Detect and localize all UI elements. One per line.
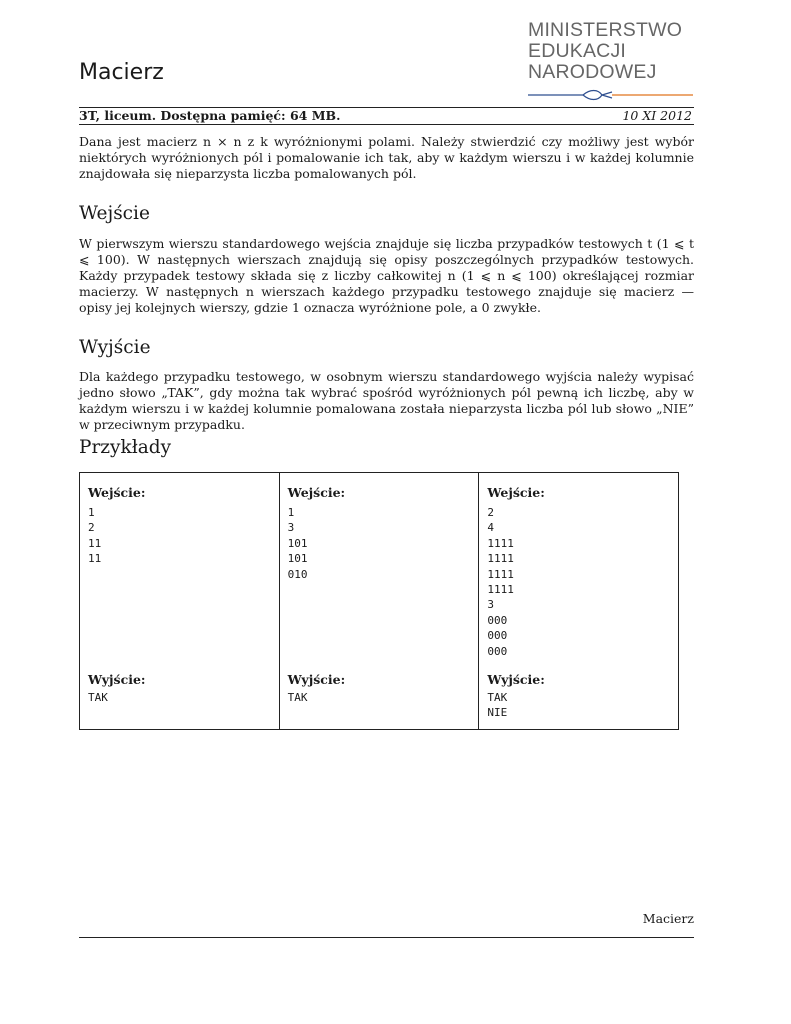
footer-problem-name: Macierz <box>642 911 694 926</box>
logo-line-1: MINISTERSTWO <box>528 19 683 41</box>
example-output <box>88 690 108 705</box>
example-output-label: Wyjście: <box>487 672 545 687</box>
example-output <box>487 690 507 721</box>
example-input-label: Wejście: <box>287 485 346 500</box>
example-input-line: 1111 <box>487 567 514 581</box>
example-input-line: 101 <box>287 536 308 550</box>
example-input-line: 2 <box>487 506 494 519</box>
example-column <box>479 473 678 729</box>
logo-ribbon-icon <box>528 88 693 102</box>
output-description: Dla każdego przypadku testowego, w osobnym wierszu standardowego wyjścia należy wypisać jedno słowo „TAK”, gdy można tak wybrać spośród wyróżnionych pól pewną ich liczbę, aby w każdym wierszu i w każdej kolumnie pomalowana została nieparzysta liczba pól lub słowo „NIE” w przeciwnym przypadku. <box>79 369 694 432</box>
problem-meta: 3T, liceum. Dostępna pamięć: 64 MB. <box>79 108 341 123</box>
example-input-line: 3 <box>487 598 494 612</box>
example-input-line: 1111 <box>487 583 514 597</box>
example-input-line: 4 <box>487 521 494 535</box>
problem-header-bar <box>79 107 694 125</box>
example-input-line: 11 <box>88 552 102 566</box>
example-output-line: TAK <box>88 691 108 704</box>
input-heading: Wejście <box>79 203 150 224</box>
footer-divider <box>79 937 694 938</box>
problem-title: Macierz <box>79 60 164 85</box>
input-description: W pierwszym wierszu standardowego wejścia znajduje się liczba przypadków testowych t (1 ⩽ t ⩽ 100). W następnych wierszach znajdują się opisy poszczególnych przypadków testowych. Każdy przypadek testowy składa się z liczby całkowitej n (1 ⩽ n ⩽ 100) określającej rozmiar macierzy. W następnych n wierszach każdego przypadku testowego znajduje się macierz — opisy jej kolejnych wierszy, gdzie 1 oznacza wyróżnione pole, a 0 zwykłe. <box>79 236 694 315</box>
example-input-line: 1 <box>287 506 295 519</box>
example-input-label: Wejście: <box>88 485 146 500</box>
example-output-label: Wyjście: <box>88 672 146 687</box>
example-input-line: 3 <box>287 521 295 535</box>
example-input-label: Wejście: <box>487 485 545 500</box>
example-input <box>88 505 101 567</box>
example-output-line: TAK <box>487 691 508 704</box>
ministry-logo <box>528 20 693 83</box>
example-column <box>80 473 280 729</box>
example-input <box>288 505 308 582</box>
logo-line-3: NARODOWEJ <box>528 61 657 83</box>
example-input-line: 000 <box>487 629 508 643</box>
example-output-label: Wyjście: <box>287 672 346 687</box>
example-output-line: TAK <box>287 691 308 704</box>
examples-table <box>79 472 679 730</box>
examples-heading: Przykłady <box>79 437 172 458</box>
example-input-line: 1111 <box>487 536 514 550</box>
example-output-line: NIE <box>487 706 508 720</box>
example-input-line: 000 <box>487 644 508 658</box>
example-input-line: 2 <box>88 521 95 535</box>
example-input-line: 1111 <box>487 552 514 566</box>
example-input-line: 11 <box>88 536 102 550</box>
logo-line-2: EDUKACJI <box>528 40 627 62</box>
example-input-line: 101 <box>287 552 308 566</box>
output-heading: Wyjście <box>79 337 151 358</box>
problem-date: 10 XI 2012 <box>622 108 692 123</box>
example-input-line: 1 <box>88 506 95 519</box>
example-input-line: 000 <box>487 613 508 627</box>
example-column <box>280 473 480 729</box>
example-input <box>487 505 514 659</box>
example-output <box>288 690 308 705</box>
problem-statement: Dana jest macierz n × n z k wyróżnionymi polami. Należy stwierdzić czy możliwy jest wybór niektórych wyróżnionych pól i pomalowanie ich tak, aby w każdym wierszu i w każdej kolumnie znajdowała się nieparzysta liczba pomalowanych pól. <box>79 134 694 181</box>
example-input-line: 010 <box>287 567 308 581</box>
